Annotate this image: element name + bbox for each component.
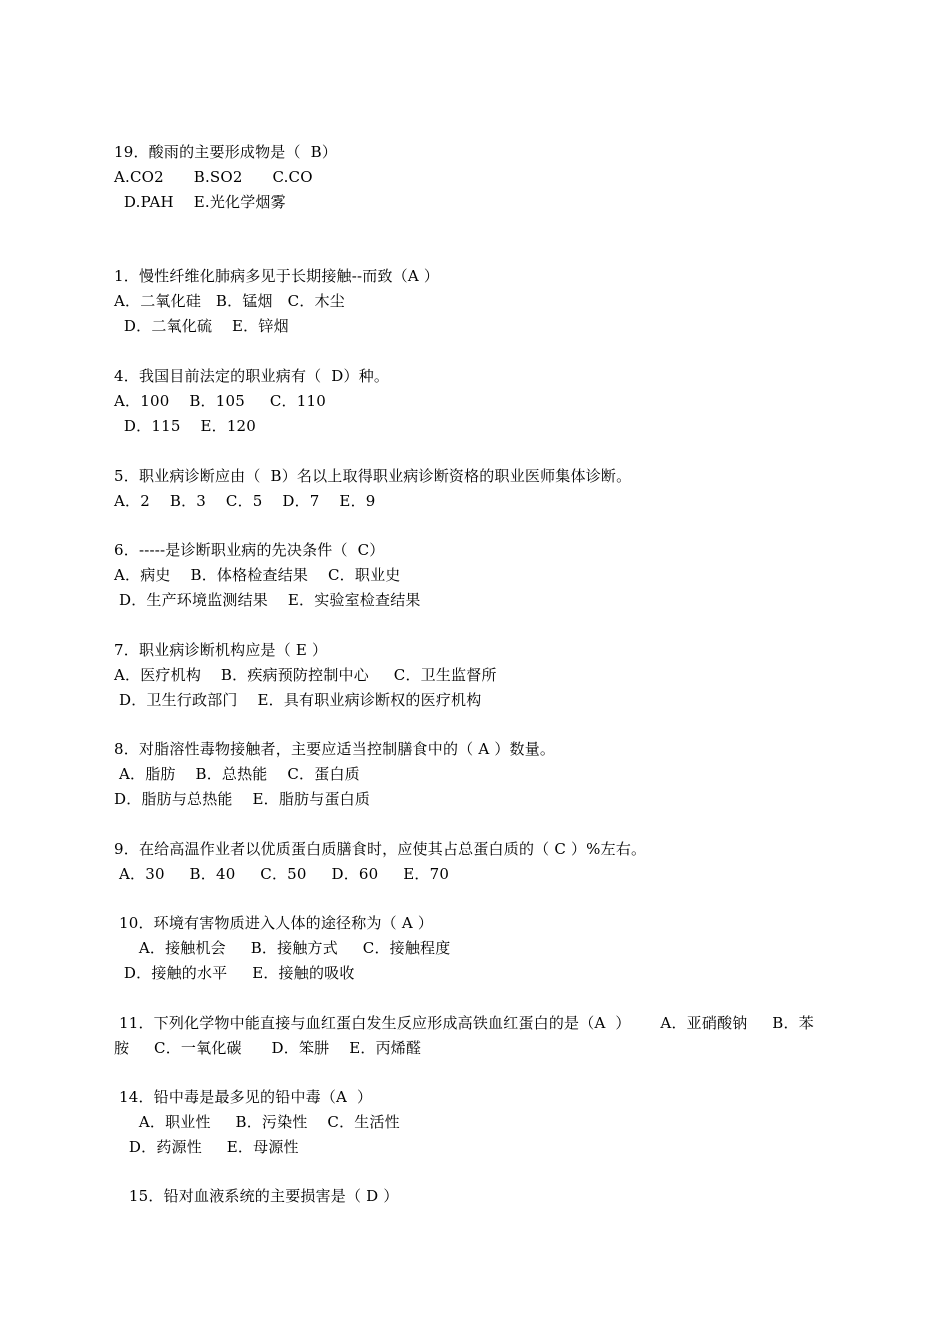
q10-options-2: D．接触的水平 E．接触的吸收 — [114, 964, 355, 982]
q6-options-2: D．生产环境监测结果 E．实验室检查结果 — [114, 591, 421, 609]
q9-question: 9．在给高温作业者以优质蛋白质膳食时，应使其占总蛋白质的（ C ）%左右。 — [114, 840, 647, 858]
q10-options-1: A．接触机会 B．接触方式 C．接触程度 — [114, 939, 451, 957]
q1-options-1: A．二氧化硅 B．锰烟 C．木尘 — [114, 292, 345, 310]
q8-options-1: A．脂肪 B．总热能 C．蛋白质 — [114, 765, 360, 783]
q14-options-2: D．药源性 E．母源性 — [114, 1138, 299, 1156]
q10-question: 10．环境有害物质进入人体的途径称为（ A ） — [114, 914, 434, 932]
q11-options: 胺 C．一氧化碳 D．笨肼 E．丙烯醛 — [114, 1039, 422, 1057]
q14-options-1: A．职业性 B．污染性 C．生活性 — [114, 1113, 400, 1131]
q19-options-1: A.CO2 B.SO2 C.CO — [114, 168, 313, 186]
q15-question: 15．铅对血液系统的主要损害是（ D ） — [114, 1187, 399, 1205]
q5-options: A．2 B．3 C．5 D．7 E．9 — [114, 492, 376, 510]
q4-options-2: D．115 E．120 — [114, 417, 257, 435]
q19-options-2: D.PAH E.光化学烟雾 — [114, 193, 286, 211]
q1-options-2: D．二氧化硫 E．锌烟 — [114, 317, 289, 335]
q14-question: 14．铅中毒是最多见的铅中毒（A ） — [114, 1088, 373, 1106]
q7-question: 7．职业病诊断机构应是（ E ） — [114, 641, 328, 659]
q8-options-2: D．脂肪与总热能 E．脂肪与蛋白质 — [114, 790, 371, 808]
q8-question: 8．对脂溶性毒物接触者，主要应适当控制膳食中的（ A ）数量。 — [114, 740, 556, 758]
q6-question: 6．-----是诊断职业病的先决条件（ C） — [114, 541, 385, 559]
q4-question: 4．我国目前法定的职业病有（ D）种。 — [114, 367, 390, 385]
q9-options: A．30 B．40 C．50 D．60 E．70 — [114, 865, 450, 883]
q7-options-1: A．医疗机构 B．疾病预防控制中心 C．卫生监督所 — [114, 666, 497, 684]
q7-options-2: D．卫生行政部门 E．具有职业病诊断权的医疗机构 — [114, 691, 482, 709]
q6-options-1: A．病史 B．体格检查结果 C．职业史 — [114, 566, 401, 584]
q19-question: 19．酸雨的主要形成物是（ B） — [114, 143, 338, 161]
q11-question: 11．下列化学物中能直接与血红蛋白发生反应形成高铁血红蛋白的是（A ） A．亚硝酸钠 B．苯 — [114, 1014, 814, 1032]
q1-question: 1．慢性纤维化肺病多见于长期接触--而致（A ） — [114, 267, 440, 285]
q4-options-1: A．100 B．105 C．110 — [114, 392, 326, 410]
q5-question: 5．职业病诊断应由（ B）名以上取得职业病诊断资格的职业医师集体诊断。 — [114, 467, 632, 485]
